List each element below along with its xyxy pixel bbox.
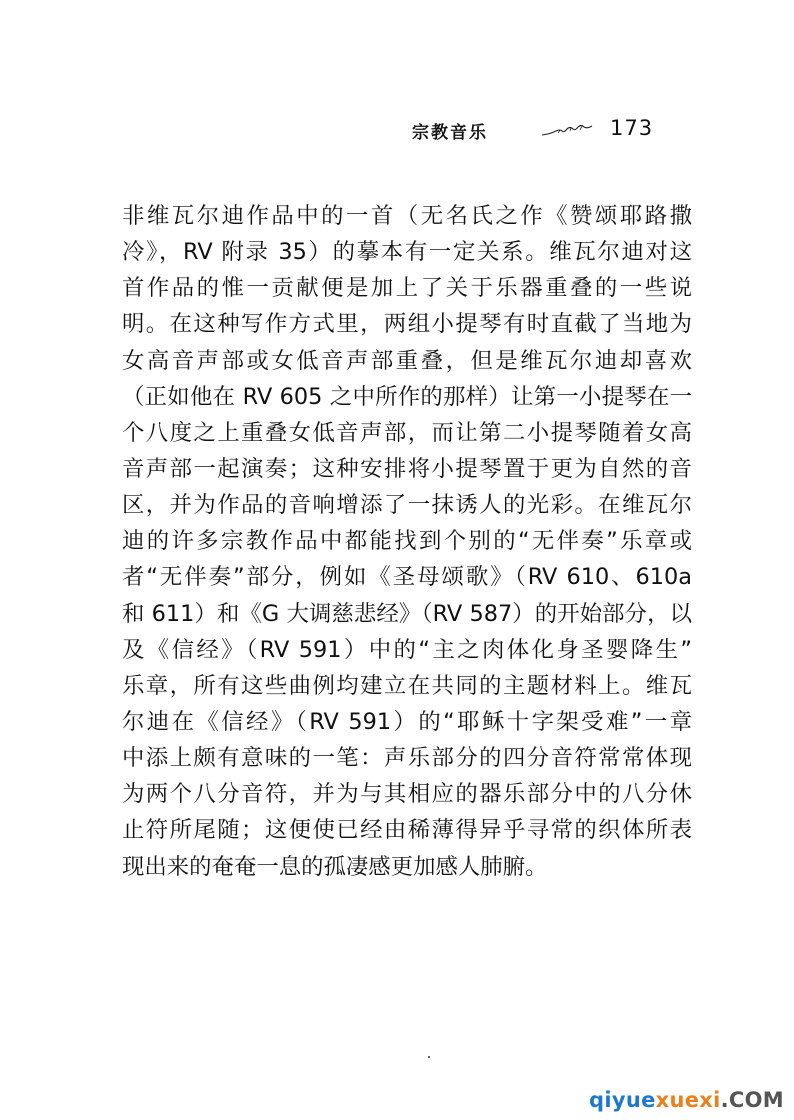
text-line: 个八度之上重叠女低音声部，而让第二小提琴随着女高 xyxy=(122,419,692,446)
footer-mark xyxy=(428,1056,430,1058)
running-header xyxy=(412,116,672,146)
text-line: 首作品的惟一贡献便是加上了关于乐器重叠的一些说 xyxy=(122,275,692,302)
text-line: 者“无伴奏”部分，例如《圣母颂歌》（RV 610、610a xyxy=(122,564,692,591)
text-line: 女高音声部或女低音声部重叠，但是维瓦尔迪却喜欢 xyxy=(122,347,692,374)
text-line: 现出来的奄奄一息的孤凄感更加感人肺腑。 xyxy=(122,853,548,880)
text-line: 区，并为作品的音响增添了一抹诱人的光彩。在维瓦尔 xyxy=(122,492,692,519)
text-line: 乐章，所有这些曲例均建立在共同的主题材料上。维瓦 xyxy=(122,672,692,699)
body-paragraph xyxy=(122,198,692,885)
text-line: 非维瓦尔迪作品中的一首（无名氏之作《赞颂耶路撒 xyxy=(122,203,692,229)
site-watermark xyxy=(589,1088,784,1112)
text-line: 明。在这种写作方式里，两组小提琴有时直截了当地为 xyxy=(122,311,692,338)
page-number: 173 xyxy=(610,116,654,140)
text-line: 为两个八分音符，并为与其相应的器乐部分中的八分休 xyxy=(122,781,692,808)
header-ornament-icon xyxy=(540,122,596,141)
text-line: 和 611）和《G 大调慈悲经》（RV 587）的开始部分，以 xyxy=(122,600,692,627)
text-line: （正如他在 RV 605 之中所作的那样）让第一小提琴在一 xyxy=(122,383,692,410)
text-line: 及《信经》（RV 591）中的“主之肉体化身圣婴降生” xyxy=(122,636,692,663)
text-line: 止符所尾随；这便使已经由稀薄得异乎寻常的织体所表 xyxy=(122,817,692,844)
watermark-part-1: qiyue xyxy=(589,1088,656,1112)
chapter-title: 宗教音乐 xyxy=(412,123,488,143)
text-line: 尔迪在《信经》（RV 591）的“耶稣十字架受难”一章 xyxy=(122,708,692,735)
text-line: 音声部一起演奏；这种安排将小提琴置于更为自然的音 xyxy=(122,455,692,482)
watermark-part-3: .COM xyxy=(720,1088,784,1112)
text-line: 冷》，RV 附录 35）的摹本有一定关系。维瓦尔迪对这 xyxy=(122,239,692,266)
watermark-part-2: xuexi xyxy=(655,1088,721,1112)
text-line: 中添上颇有意味的一笔：声乐部分的四分音符常常体现 xyxy=(122,745,692,772)
text-line: 迪的许多宗教作品中都能找到个别的“无伴奏”乐章或 xyxy=(122,528,692,555)
